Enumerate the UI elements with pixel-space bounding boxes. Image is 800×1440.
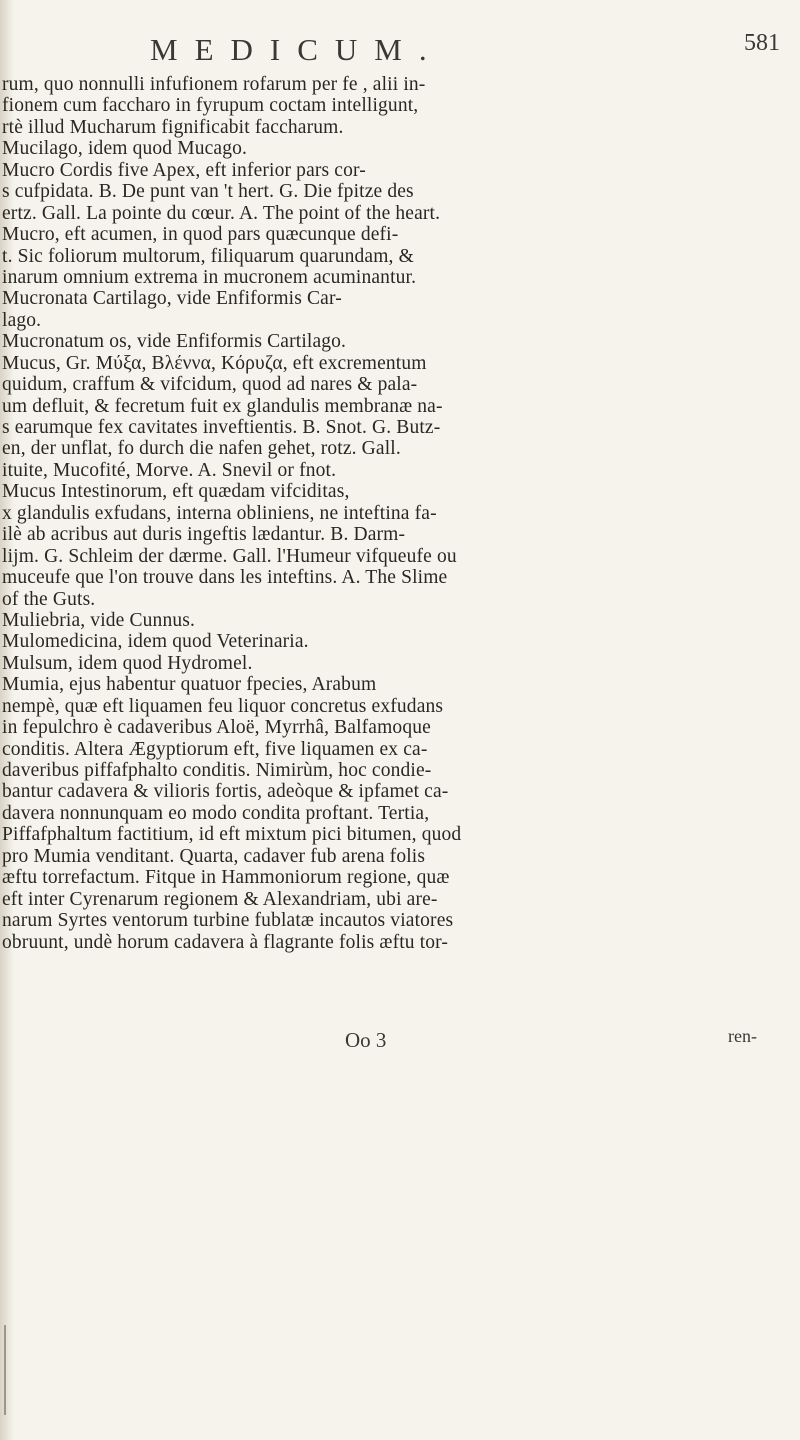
dictionary-text-column [2,74,782,953]
text-line: narum Syrtes ventorum turbine fublatæ incautos viatores [2,910,454,932]
text-line: Muliebria, vide Cunnus. [2,609,196,631]
text-line: rum, quo nonnulli infufionem rofarum per fe , alii in- [2,74,426,95]
text-line: nempè, quæ eft liquamen feu liquor concretus exfudans [2,695,444,717]
text-line: Mucus, Gr. Μύξα, Βλέννα, Κόρυζα, eft excrementum [2,352,427,374]
text-line: Mucronatum os, vide Enfiformis Cartilago. [2,331,347,353]
text-line: Mulomedicina, idem quod Veterinaria. [2,631,309,653]
text-line: muceufe que l'on trouve dans les inteftins. A. The Slime [2,567,448,589]
text-line: Mucro, eft acumen, in quod pars quæcunque defi- [2,224,399,246]
text-line: inarum omnium extrema in mucronem acuminantur. [2,266,417,288]
text-line: ertz. Gall. La pointe du cœur. A. The point of the heart. [2,202,441,224]
page-number: 581 [744,30,780,56]
text-line: eft inter Cyrenarum regionem & Alexandriam, ubi are- [2,888,438,910]
text-line: bantur cadavera & vilioris fortis, adeòque & ipfamet ca- [2,781,449,803]
text-line: en, der unflat, fo durch die nafen gehet, rotz. Gall. [2,438,401,460]
text-line: daveribus piffafphalto conditis. Nimirùm, hoc condie- [2,760,432,781]
text-line: um defluit, & fecretum fuit ex glandulis membranæ na- [2,395,443,417]
running-head: MEDICUM. [150,32,444,67]
text-line: æftu torrefactum. Fitque in Hammoniorum regione, quæ [2,867,450,889]
text-line: Mulsum, idem quod Hydromel. [2,652,253,674]
text-line: of the Guts. [2,588,96,610]
text-line: ituite, Mucofité, Morve. A. Snevil or fnot. [2,459,337,481]
text-line: obruunt, undè horum cadavera à flagrante folis æftu tor- [2,931,449,953]
text-line: ilè ab acribus aut duris ingeftis lædantur. B. Darm- [2,524,406,546]
text-line: pro Mumia venditant. Quarta, cadaver fub arena folis [2,845,426,867]
page-footer [0,1028,800,1056]
text-line: Mucus Intestinorum, eft quædam vifciditas, [2,481,350,503]
catchword: ren- [728,1026,757,1046]
text-line: Piffafphaltum factitium, id eft mixtum pici bitumen, quod [2,824,462,846]
text-line: s cufpidata. B. De punt van 't hert. G. Die fpitze des [2,181,414,203]
text-line: t. Sic foliorum multorum, filiquarum quarundam, & [2,245,414,267]
text-line: Mucilago, idem quod Mucago. [2,138,248,160]
text-line: conditis. Altera Ægyptiorum eft, five liquamen ex ca- [2,738,428,760]
text-line: Mucronata Cartilago, vide Enfiformis Car- [2,288,342,310]
text-line: in fepulchro è cadaveribus Aloë, Myrrhâ, Balfamoque [2,717,431,739]
binding-edge-mark [4,1325,6,1415]
signature-mark: Oo 3 [345,1028,387,1052]
text-line: x glandulis exfudans, interna obliniens, ne inteftina fa- [2,502,437,524]
text-line: fionem cum faccharo in fyrupum coctam intelligunt, [2,95,419,117]
text-line: s earumque fex cavitates inveftientis. B. Snot. G. Butz- [2,417,441,438]
text-line: Mucro Cordis five Apex, eft inferior pars cor- [2,159,366,181]
text-line: davera nonnunquam eo modo condita proftant. Tertia, [2,802,430,824]
text-line: rtè illud Mucharum fignificabit faccharum. [2,116,344,138]
text-line: lijm. G. Schleim der dærme. Gall. l'Humeur vifqueufe ou [2,545,457,567]
text-line: Mumia, ejus habentur quatuor fpecies, Arabum [2,674,377,696]
text-line: lago. [2,309,42,331]
text-line: quidum, craffum & vifcidum, quod ad nares & pala- [2,374,418,396]
page-header [0,30,800,70]
